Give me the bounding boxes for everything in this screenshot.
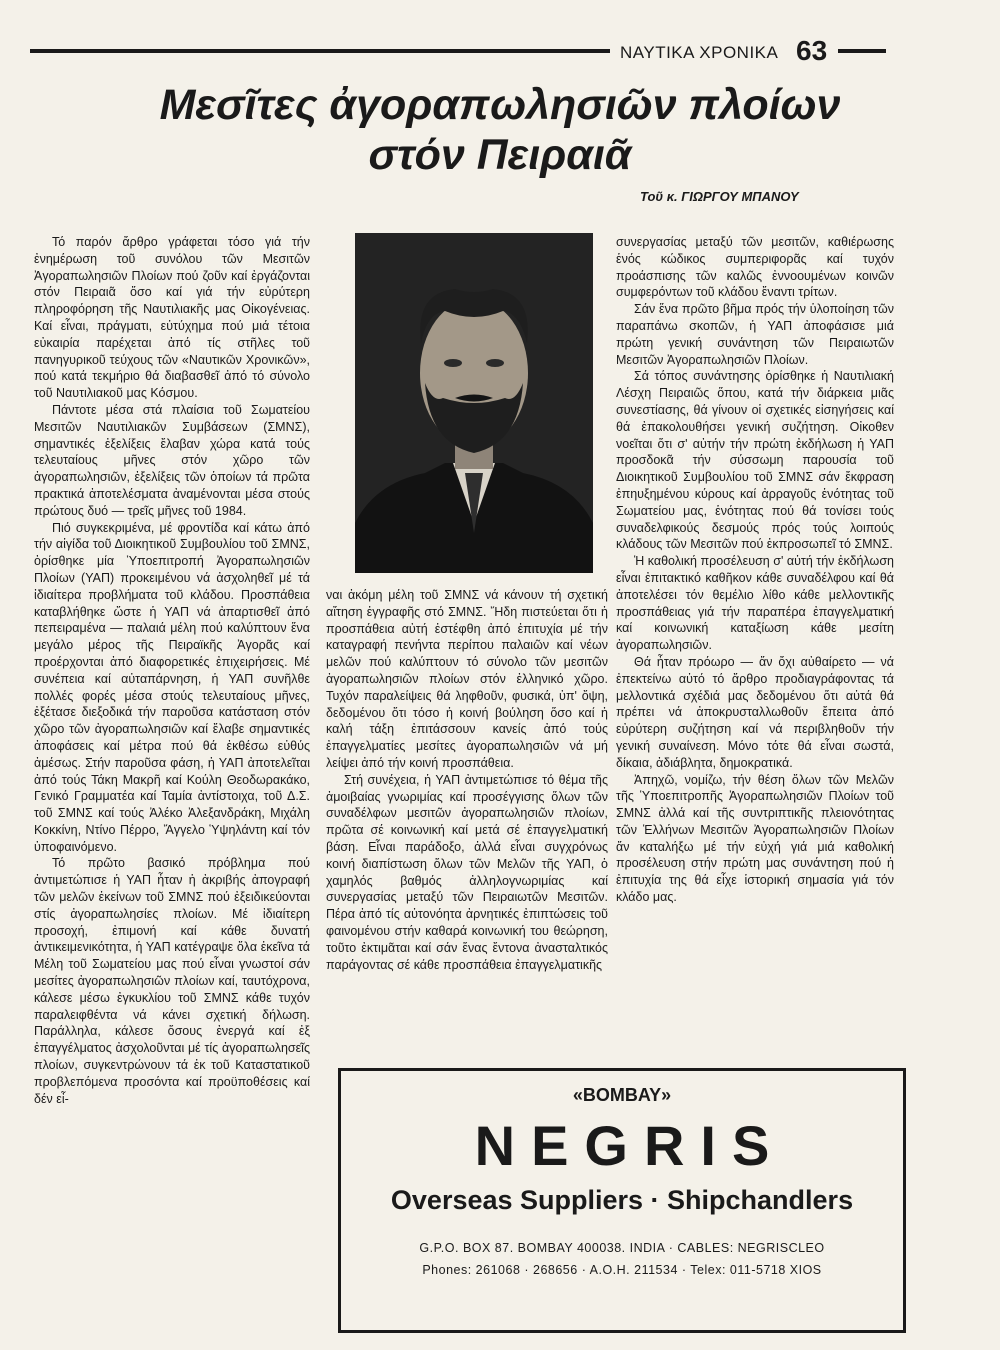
publication-name: ΝΑΥΤΙΚΑ ΧΡΟΝΙΚΑ [620,43,779,62]
negris-advertisement [338,1068,906,1333]
paragraph: συνεργασίας μεταξύ τῶν μεσιτῶν, καθιέρωσης ἑνός κώδικος συμπεριφορᾶς καί τυχόν προάσπισης τῶν καλῶς ἐννοουμένων κοινῶν συμφερόντων τοῦ κλάδου ἔναντι τρίτων. [616,235,894,300]
paragraph: Σάν ἕνα πρῶτο βῆμα πρός τήν ὑλοποίηση τῶν παραπάνω σκοπῶν, ἡ ΥΑΠ ἀποφάσισε μιά πρώτη γενική συνάντηση τῶν Πειραιωτῶν Μεσιτῶν Ἀγοραπωλησιῶν Πλοίων. [616,302,894,367]
article-title-line2: στόν Πειραιᾶ [368,131,632,179]
ad-brand-name: NEGRIS [474,1114,786,1177]
paragraph: Πάντοτε μέσα στά πλαίσια τοῦ Σωματείου Μεσιτῶν Ναυτιλιακῶν Συμβάσεων (ΣΜΝΣ), σημαντικές ἐξελίξεις ἔλαβαν χώρα κατά τούς τελευταίους μῆνες στόν χῶρο τῶν ἀγοραπωλησιῶν, ἐξελίξεις τῶν ὁποίων τά πρῶτα πρακτικά ἀποτελέσματα ἀναμένονται μέσα στούς πρώτους δυό — τρεῖς μῆνες τοῦ 1984. [34,402,310,518]
paragraph: Στή συνέχεια, ἡ ΥΑΠ ἀντιμετώπισε τό θέμα τῆς ἀμοιβαίας γνωριμίας καί προσέγγισης ὅλων τῶν συναδέλφων μεσιτῶν ἀγοραπωλησιῶν πλοίων, πρῶτα σέ κοινωνική καί μετά σέ ἐπαγγελματική βάση. Εἶναι παράδοξο, ἀλλά εἶναι συγχρόνως κοινή διαπίστωση ὅλων τῶν Μελῶν τῆς ΥΑΠ, ὁ χαμηλός βαθμός ἀλληλογνωριμίας καί συνεργασίας μεταξύ τῶν Πειραιωτῶν Μεσιτῶν. Πέρα ἀπό τίς αὐτονόητα ἀρνητικές ἐπιπτώσεις τοῦ φαινομένου στήν καθαρά κοινωνική του θεώρηση, τοῦτο ἐκτιμᾶται καί σάν ἕνας ἔντονα ἀνασταλτικός παράγοντας σέ κάθε προσπάθεια ἐπαγγελματικῆς [326,772,608,972]
author-portrait-photo [355,233,593,573]
paragraph: Ἀπηχῶ, νομίζω, τήν θέση ὅλων τῶν Μελῶν τῆς Ὑποεπιτροπῆς Ἀγοραπωλησιῶν Πλοίων τοῦ ΣΜΝΣ ἀλλά καί τῆς συντριπτικῆς πλειονότητας τῶν Ἑλλήνων Μεσιτῶν Ἀγοραπωλησιῶν Πλοίων ἄν καταλήξω μέ τήν εὐχή γιά μιά καθολική προσέλευση στήν πρώτη μας συνάντηση πού ἡ ἐπιτυχία της θά εἶχε ἱστορική σημασία γιά τόν κλάδο μας. [616,772,894,905]
paragraph: Θά ἦταν πρόωρο — ἄν ὄχι αὐθαίρετο — νά ἐπεκτείνω αὐτό τό ἄρθρο προδιαγράφοντας τά μελλοντικά σχέδιά μας δεδομένου ὅτι αὐτά θά πρέπει νά ἀποκρυσταλλωθοῦν ἔπειτα ἀπό εὐρύτερη συζήτηση καί νά περιβληθοῦν τήν γενική συναίνεση. Μόνο τότε θά εἶναι σωστά, δίκαια, ἀδιάβλητα, δημοκρατικά. [616,654,894,770]
header-rule-right [838,49,886,53]
paragraph: Πιό συγκεκριμένα, μέ φροντίδα καί κάτω ἀπό τήν αἰγίδα τοῦ Διοικητικοῦ Συμβουλίου τοῦ ΣΜΝΣ, ὁρίσθηκε μία Ὑποεπιτροπή Ἀγοραπωλησιῶν Πλοίων (ΥΑΠ) προκειμένου νά ἀσχοληθεῖ μέ τά ἰδιαίτερα προβλήματα τοῦ κλάδου. Προσπάθεια καταβλήθηκε ὥστε ἡ ΥΑΠ νά ἀπαρτισθεῖ ἀπό πεπειραμένα — παλαιά μέλη πού καλύπτουν ἕνα μεγάλο μέρος τῆς Πειραϊκῆς Ἀγορᾶς καί προέρχονται ἀπό διαφορετικές ἐπιχειρήσεις. Μέ συνέπεια καί αὐταπάρνηση, ἡ ΥΑΠ συνῆλθε πολλές φορές μέσα στούς τελευταίους μῆνες, ἐξέτασε διεξοδικά τήν παροῦσα κατάσταση στόν χῶρο τῶν ἀγοραπωλησιῶν καί ἔλαβε σημαντικές ἀποφάσεις καί μέτρα πού θά ἐκθέσω εὐθύς ἀμέσως. Στήν παροῦσα φάση, ἡ ΥΑΠ ἀποτελεῖται ἀπό τούς Τάκη Μακρῆ καί Κούλη Θεοδωρακάκο, Γενικό Γραμματέα καί Ταμία ἀντίστοιχα, τοῦ Δ.Σ. τοῦ ΣΜΝΣ καί τούς Ἀλέκο Ἀλεξανδράκη, Μιχάλη Κοκκίνη, Ντίνο Πέρρο, Ἄγγελο Ὑψηλάντη καί τόν ὑποφαινόμενο. [34,520,310,854]
paragraph: Ἡ καθολική προσέλευση σ' αὐτή τήν ἐκδήλωση εἶναι ἐπιτακτικό καθῆκον κάθε συναδέλφου καί θά ἀποτελέσει τόν θεμέλιο λίθο κάθε μελλοντικῆς προσπάθειας γιά τήν παραπέρα ἐπαγγελματική καί κοινωνική καταξίωση κάθε μεσίτη ἀγοραπωλησιῶν. [616,554,894,653]
article-title-line1: Μεσῖτες ἀγοραπωλησιῶν πλοίων [159,81,841,129]
paragraph: Τό παρόν ἄρθρο γράφεται τόσο γιά τήν ἐνημέρωση τοῦ συνόλου τῶν Μεσιτῶν Ἀγοραπωλησιῶν Πλοίων πού ζοῦν καί ἐργάζονται στόν Πειραιᾶ ὅσο καί γιά τήν εὐρύτερη πληροφόρηση τῆς Ναυτιλιακῆς μας Οἰκογένειας. Καί εἶναι, πράγματι, εὐτύχημα πού μιά τέτοια εὐκαιρία παρέχεται ἀπό τίς στῆλες τοῦ πανηγυρικοῦ τεύχους τῶν «Ναυτικῶν Χρονικῶν», πού κατά τεκμήριο θά διαβασθεῖ ἀπό τό σύνολο τοῦ Ναυτιλιακοῦ μας Κόσμου. [34,235,310,401]
header-rule-left [30,49,610,53]
article-column-3 [616,234,894,1064]
page-number: 63 [796,35,828,66]
paragraph: ναι ἀκόμη μέλη τοῦ ΣΜΝΣ νά κάνουν τή σχετική αἴτηση ἐγγραφῆς στό ΣΜΝΣ. Ἤδη πιστεύεται ὅτι ἡ προσπάθεια αὐτή ἐστέφθη ἀπό ἐπιτυχία μέ τήν καταγραφή πενήντα περίπου παλαιῶν καί νέων μελῶν πού καλύπτουν τό σύνολο τῶν μεσιτῶν ἀγοραπωλησιῶν πλοίων στόν ἑλληνικό χῶρο. Τυχόν παραλείψεις θά ληφθοῦν, φυσικά, ὑπ' ὄψη, δεδομένου ὅτι τόσο ἡ κοινή βούληση ὅσο καί ἡ καλή τάξη ἐπιτάσσουν κανείς ἀπό τούς ἐπαγγελματίες μεσίτες ἀγοραπωλησιῶν νά μή λείψει ἀπό τήν κοινή προσπάθεια. [326,588,608,770]
ad-tagline: Overseas Suppliers · Shipchandlers [390,1185,854,1215]
ad-phones: Phones: 261068 · 268656 · A.O.H. 211534 · Telex: 011-5718 XIOS [422,1263,822,1277]
paragraph: Σά τόπος συνάντησης ὁρίσθηκε ἡ Ναυτιλιακή Λέσχη Πειραιῶς ὅπου, κατά τήν διάρκεια μιᾶς συνεστίασης, θά γίνουν οἱ σχετικές εἰσηγήσεις καί θά ἐπακολουθήσει γενική συζήτηση. Οἰκοθεν νοεῖται ὅτι σ' αὐτήν τήν πρώτη ἐκδήλωση ἡ ΥΑΠ προσδοκᾶ τήν σύσσωμη παρουσία τοῦ Διοικητικοῦ Συμβουλίου τοῦ ΣΜΝΣ σάν ἔκφραση ἐπηυξημένου κύρους καί ἀρραγοῦς ἑνότητας τοῦ Σωματείου μας, ἑνότητας πού θά τονίσει τούς συναδελφικούς δεσμούς πρός τούς λοιπούς κλάδους τῶν Μεσιτῶν πού ἐκπροσωπεῖ τό ΣΜΝΣ. [616,369,894,552]
ad-subtitle: «BOMBAY» [572,1085,672,1105]
article-column-1 [34,234,310,1329]
paragraph: Τό πρῶτο βασικό πρόβλημα πού ἀντιμετώπισε ἡ ΥΑΠ ἦταν ἡ ἀκριβής ἀπογραφή τῶν μελῶν ἐκείνων τοῦ ΣΜΝΣ πού ἐξειδικεύονται στίς ἀγοραπωλησίες πλοίων. Μέ ἰδιαίτερη προσοχή, ἐπιμονή καί κάθε δυνατή ἀντικειμενικότητα, ἡ ΥΑΠ κατέγραψε ὅλα ἐκεῖνα τά Μέλη τοῦ Σωματείου μας πού εἶναι γνωστοί σάν μεσίτες ἀγοραπωλησιῶν πλοίων καί, ταυτόχρονα, κάλεσε μέσω ἐγκυκλίου τοῦ ΣΜΝΣ κάθε τυχόν παραλειφθέντα νά κάνει σχετική δήλωση. Παράλληλα, κάλεσε ὅσους ἐνεργά καί ἐξ ἐπαγγέλματος ἀσχολοῦνται μέ τίς ἀγοραπωλησεῖς πλοίων, συγκεντρώνουν τά ἐκ τοῦ Καταστατικοῦ προβλεπόμενα προσόντα καί προϋποθέσεις καί δέν εἶ- [34,856,310,1106]
portrait-illustration [355,233,593,573]
article-author: Τοῦ κ. ΓΙΩΡΓΟΥ ΜΠΑΝΟΥ [640,189,799,204]
article-column-2 [326,587,608,1047]
ad-address: G.P.O. BOX 87. BOMBAY 400038. INDIA · CABLES: NEGRISCLEO [419,1241,825,1255]
